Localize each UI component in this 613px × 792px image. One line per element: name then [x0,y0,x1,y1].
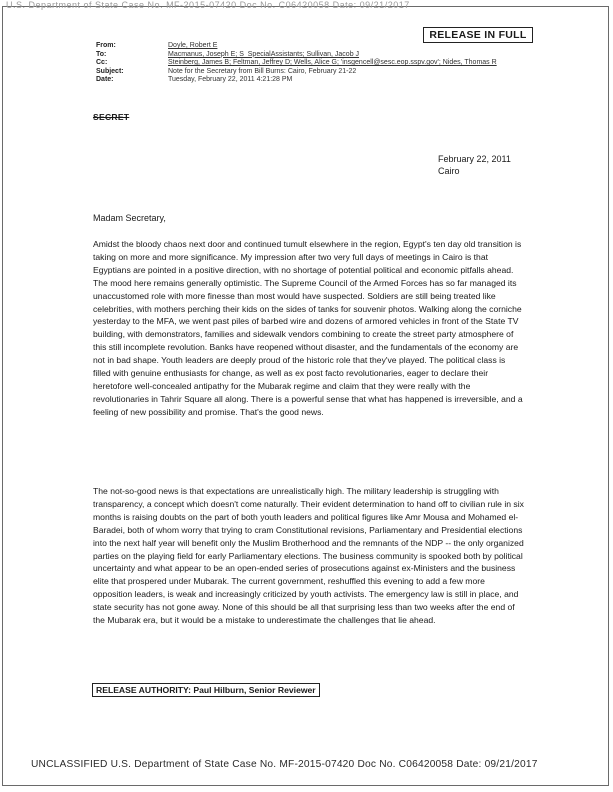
to-label: To: [96,50,107,58]
salutation: Madam Secretary, [93,213,166,223]
body-paragraph: The not-so-good news is that expectations are unrealistically high. The military leadership is struggling with transparency, a concept which doesn't come naturally. Their evident determination to hand off to civilian rule in six months is raising doubts on the part of both youth leaders and political figures like Amr Mousa and Mohamed el-Baradei, both of whom worry that trying to cram Constitutional revisions, Parliamentary and Presidential elections into the next half year will benefit only the Muslim Brotherhood and the remnants of the NDP -- the only organized parties on the playing field for early Parliamentary elections. The business community is spooked both by political uncertainty and what appear to be an open-ended series of prosecutions against ex-Ministers and the business elite that prospered under Mubarak. The current government, reshuffled this evening to add a few more opposition leaders, is weak and increasingly criticized by youth activists. The emergency law is still in place, and state security has not gone away. None of this should be all that surprising less than two weeks after the end of the Mubarak era, but it would be a mistake to underestimate the challenges that lie ahead. [93,486,524,626]
date-row [96,76,497,85]
body-paragraph: Amidst the bloody chaos next door and continued tumult elsewhere in the region, Egypt's ten day old transition is taking on more and more significance. My impression after two very full days of meetings in Cairo is that Egyptians are pointed in a positive direction, with no shortage of potential political and economic pitfalls ahead. The mood here remains generally optimistic. The Supreme Council of the Armed Forces has so far managed its unaccustomed role with more finesse than most would have suspected. Soldiers are still being treated like celebrities, with mothers perching their kids on the sides of tanks for souvenir photos. Walking along the corniche yesterday to the MFA, we went past piles of barbed wire and dozens of armored vehicles in front of the State TV building, with demonstrators, families and sidewalk vendors combining to create the street party atmosphere of this still incomplete revolution. Banks have reopened without disaster, and the fundamentals of the economy are not in bad shape. Youth leaders are deeply proud of the historic role that they've played. The political class is filled with genuine enthusiasts for change, as well as ex post facto revolutionaries, eager to declare their heretofore well-concealed antipathy for the Mubarak regime and claim that they were really with the revolutionaries in Tahrir Square all along. There is a powerful sense that what has happened is irreversible, and a feeling of new possibility and promise. That's the good news. [93,239,523,417]
subject-value: Note for the Secretary from Bill Burns: Cairo, February 21-22 [168,67,357,75]
release-in-full-stamp: RELEASE IN FULL [423,27,533,43]
date-label: Date: [96,76,114,83]
dateline-date: February 22, 2011 [438,154,511,164]
to-value: Macmanus, Joseph E; S_SpecialAssistants; Sullivan, Jacob J [168,50,360,58]
to-row [96,51,497,60]
from-value: Doyle, Robert E [168,42,218,49]
cc-label: Cc: [96,59,108,66]
top-header-stamp: U.S. Department of State Case No. MF-2015-07420 Doc No. C06420058 Date: 09/21/2017 [6,0,410,10]
dateline [438,153,511,177]
from-label: From: [96,42,116,49]
classification-marking: SECRET [93,112,130,122]
date-value: Tuesday, February 22, 2011 4:21:28 PM [168,76,293,83]
email-header [96,42,497,85]
subject-label: Subject: [96,67,124,75]
cc-value: Steinberg, James B; Feltman, Jeffrey D; Wells, Alice G; 'insgencell@sesc.eop.sspv.gov'; Nides, Thomas R [168,59,497,66]
footer-unclassified: UNCLASSIFIED U.S. Department of State Case No. MF-2015-07420 Doc No. C06420058 Date: 09/21/2017 [31,759,538,770]
subject-row [96,68,497,77]
from-row [96,42,497,51]
release-authority-stamp: RELEASE AUTHORITY: Paul Hilburn, Senior Reviewer [92,683,320,697]
dateline-place: Cairo [438,166,460,176]
cc-row [96,59,497,68]
